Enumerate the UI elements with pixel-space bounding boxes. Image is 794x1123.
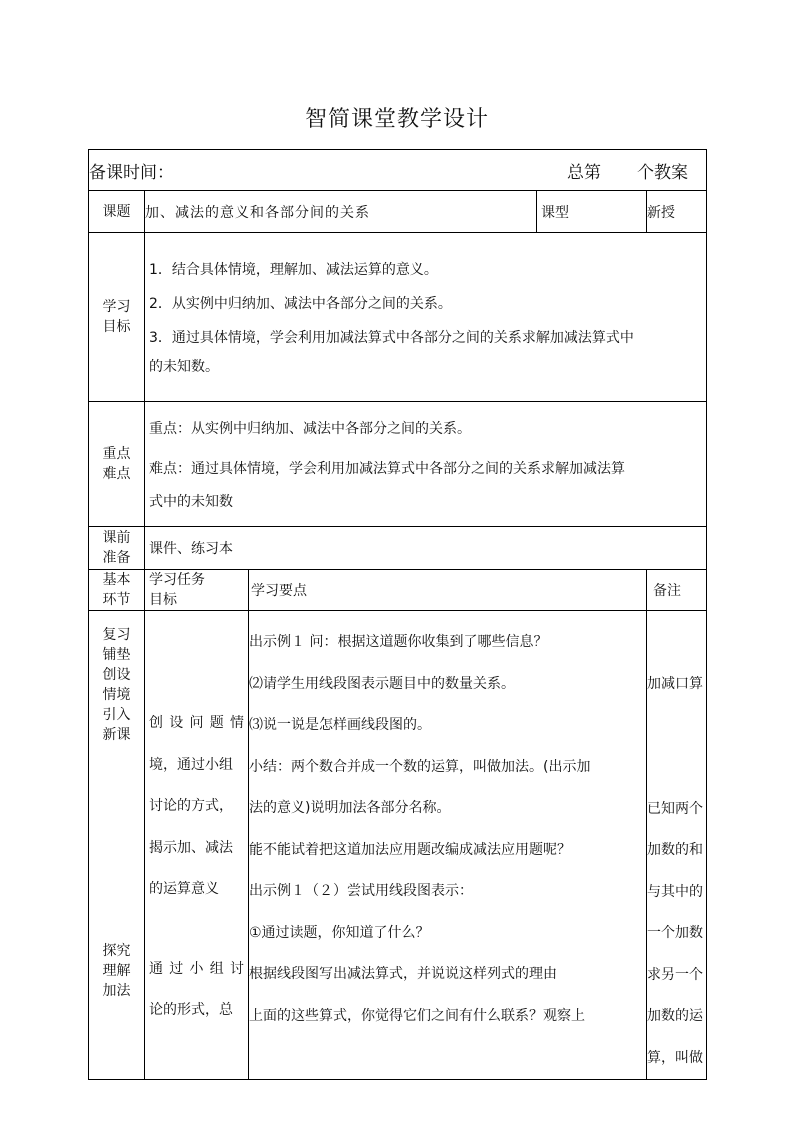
point-line: 小结：两个数合并成一个数的运算，叫做加法。(出示加 bbox=[249, 758, 591, 775]
key-point: 重点：从实例中归纳加、减法中各部分之间的关系。 bbox=[149, 421, 471, 437]
keypoints-label: 重点 难点 bbox=[89, 402, 145, 527]
topic-row bbox=[89, 191, 707, 233]
point-line: ⑶说一说是怎样画线段图的。 bbox=[249, 717, 431, 733]
difficult-point-cont: 式中的未知数 bbox=[149, 494, 233, 510]
point-line: 能不能试着把这道加法应用题改编成减法应用题呢？ bbox=[249, 841, 571, 858]
goal-item-cont: 的未知数。 bbox=[149, 359, 219, 375]
type-value: 新授 bbox=[647, 191, 707, 233]
steps-header-row bbox=[89, 570, 707, 611]
section-row bbox=[89, 611, 707, 1080]
point-line: ①通过读题，你知道了什么？ bbox=[249, 924, 430, 941]
plan-label: 个教案 bbox=[637, 162, 688, 183]
goals-row bbox=[89, 233, 707, 402]
stage-cell: 复习 铺垫 创设 情境 引入 新课 探究 理解 加法 bbox=[89, 611, 145, 1080]
point-line: 法的意义)说明加法各部分名称。 bbox=[249, 800, 451, 816]
header-row bbox=[89, 150, 707, 191]
points-cell bbox=[249, 611, 647, 1080]
notes-cell: 加减口算 已知两个 加数的和 与其中的 一个加数 求另一个 加数的运 算，叫做 bbox=[647, 611, 707, 1080]
point-line: 出示例１（２）尝试用线段图表示： bbox=[249, 883, 473, 899]
point-line: 上面的这些算式，你觉得它们之间有什么联系？观察上 bbox=[249, 1007, 585, 1024]
goal-item: 3．通过具体情境，学会利用加减法算式中各部分之间的关系求解加减法算式中 bbox=[149, 330, 634, 346]
goal-item: 2．从实例中归纳加、减法中各部分之间的关系。 bbox=[149, 296, 452, 312]
difficult-point: 难点：通过具体情境，学会利用加减法算式中各部分之间的关系求解加减法算 bbox=[149, 461, 625, 477]
col-task-header: 学习任务 目标 bbox=[145, 570, 249, 611]
lesson-plan-table bbox=[88, 149, 707, 1080]
plan-count bbox=[567, 158, 688, 183]
prep-value: 课件、练习本 bbox=[145, 527, 707, 570]
point-line: 出示例１ 问：根据这道题你收集到了哪些信息？ bbox=[249, 634, 548, 650]
point-line: 根据线段图写出减法算式，并说说这样列式的理由 bbox=[249, 966, 557, 982]
prep-time-label: 备课时间： bbox=[89, 162, 174, 183]
keypoints-content bbox=[145, 402, 707, 527]
point-line: ⑵请学生用线段图表示题目中的数量关系。 bbox=[249, 675, 515, 692]
task-cell: 创设问题情 境，通过小组 讨论的方式， 揭示加、减法 的运算意义 通过小组讨 论的形式，总 bbox=[145, 611, 249, 1080]
topic-label: 课题 bbox=[89, 191, 145, 233]
col-points-header: 学习要点 bbox=[249, 570, 647, 611]
goals-content bbox=[145, 233, 707, 402]
col-notes-header: 备注 bbox=[647, 570, 707, 611]
goal-item: 1．结合具体情境，理解加、减法运算的意义。 bbox=[149, 262, 438, 278]
total-label: 总第 bbox=[567, 162, 601, 183]
document-title: 智简课堂教学设计 bbox=[304, 107, 489, 132]
col-stage-header: 基本 环节 bbox=[89, 570, 145, 611]
prep-label: 课前 准备 bbox=[89, 527, 145, 570]
goals-label: 学习 目标 bbox=[89, 233, 145, 402]
prep-row bbox=[89, 527, 707, 570]
type-label: 课型 bbox=[537, 191, 647, 233]
topic-value: 加、减法的意义和各部分间的关系 bbox=[145, 191, 537, 233]
keypoints-row bbox=[89, 402, 707, 527]
